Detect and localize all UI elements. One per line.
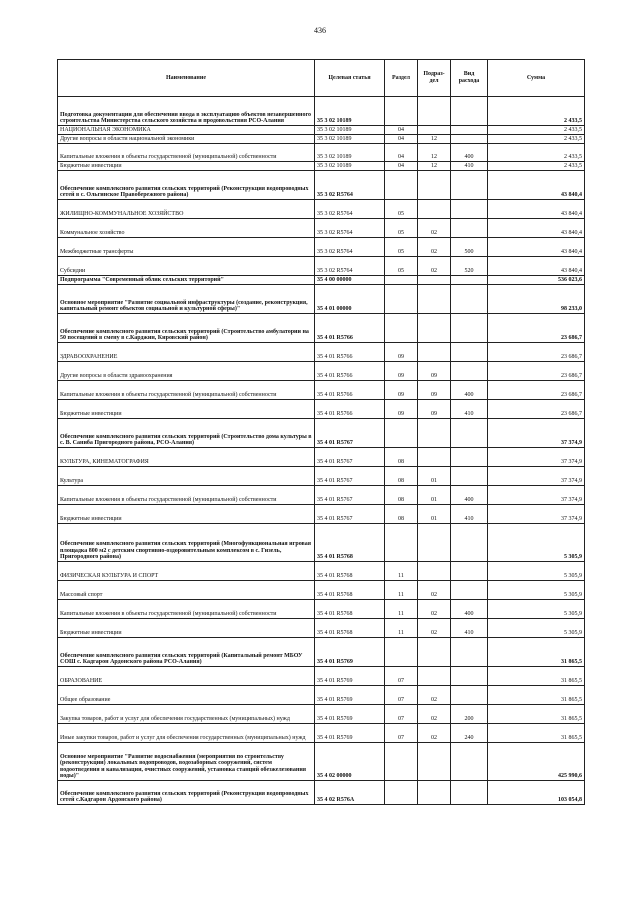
- cell-section: 05: [385, 200, 418, 219]
- table-row: [58, 419, 585, 448]
- cell-name: ЖИЛИЩНО-КОММУНАЛЬНОЕ ХОЗЯЙСТВО: [58, 200, 315, 219]
- cell-code: 35 4 01 R5769: [315, 705, 385, 724]
- cell-code: 35 3 02 R5764: [315, 200, 385, 219]
- cell-code: 35 4 01 R5766: [315, 343, 385, 362]
- cell-sum: 43 840,4: [488, 257, 585, 276]
- table-row: [58, 562, 585, 581]
- cell-type: [451, 667, 488, 686]
- table-row: [58, 743, 585, 781]
- cell-section: 05: [385, 219, 418, 238]
- cell-sum: 2 433,5: [488, 162, 585, 171]
- cell-code: 35 4 02 00000: [315, 743, 385, 781]
- table-row: [58, 257, 585, 276]
- cell-type: [451, 638, 488, 667]
- cell-sum: 43 840,4: [488, 219, 585, 238]
- cell-subsection: [418, 285, 451, 314]
- cell-type: 410: [451, 619, 488, 638]
- cell-name: Бюджетные инвестиции: [58, 505, 315, 524]
- table-row: [58, 162, 585, 171]
- cell-sum: 31 865,5: [488, 667, 585, 686]
- cell-subsection: 02: [418, 705, 451, 724]
- cell-name: ОБРАЗОВАНИЕ: [58, 667, 315, 686]
- cell-subsection: 02: [418, 238, 451, 257]
- cell-subsection: [418, 562, 451, 581]
- cell-section: 09: [385, 362, 418, 381]
- cell-name: НАЦИОНАЛЬНАЯ ЭКОНОМИКА: [58, 126, 315, 135]
- cell-subsection: [418, 97, 451, 126]
- table-row: [58, 467, 585, 486]
- cell-code: 35 3 02 R5764: [315, 171, 385, 200]
- cell-sum: 43 840,4: [488, 238, 585, 257]
- cell-code: 35 4 01 R5768: [315, 581, 385, 600]
- cell-subsection: [418, 314, 451, 343]
- cell-type: [451, 276, 488, 285]
- cell-sum: 5 305,9: [488, 562, 585, 581]
- cell-name: Бюджетные инвестиции: [58, 400, 315, 419]
- cell-section: [385, 638, 418, 667]
- cell-name: ФИЗИЧЕСКАЯ КУЛЬТУРА И СПОРТ: [58, 562, 315, 581]
- cell-code: 35 3 02 10189: [315, 135, 385, 144]
- cell-code: 35 3 02 10189: [315, 97, 385, 126]
- cell-code: 35 4 01 R5767: [315, 505, 385, 524]
- table-row: [58, 126, 585, 135]
- cell-name: Обеспечение комплексного развития сельских территорий (Строительство дома культуры в с. В. Саниба Пригородного района, РСО-Алания): [58, 419, 315, 448]
- cell-type: 400: [451, 381, 488, 400]
- cell-type: 240: [451, 724, 488, 743]
- cell-section: 04: [385, 162, 418, 171]
- table-header-row: [58, 60, 585, 97]
- cell-subsection: 12: [418, 144, 451, 162]
- cell-section: [385, 314, 418, 343]
- table-row: [58, 171, 585, 200]
- cell-section: [385, 419, 418, 448]
- cell-type: 400: [451, 486, 488, 505]
- cell-type: 410: [451, 162, 488, 171]
- cell-subsection: [418, 419, 451, 448]
- cell-section: 11: [385, 619, 418, 638]
- cell-code: 35 4 01 R5767: [315, 448, 385, 467]
- cell-code: 35 4 01 R5768: [315, 524, 385, 562]
- table-body: [58, 97, 585, 805]
- cell-sum: 43 840,4: [488, 171, 585, 200]
- cell-section: [385, 171, 418, 200]
- cell-name: Капитальные вложения в объекты государственной (муниципальной) собственности: [58, 144, 315, 162]
- table-row: [58, 638, 585, 667]
- cell-code: 35 3 02 R5764: [315, 238, 385, 257]
- cell-name: Капитальные вложения в объекты государственной (муниципальной) собственности: [58, 381, 315, 400]
- cell-section: 08: [385, 505, 418, 524]
- header-code: Целевая статья: [315, 60, 385, 97]
- cell-type: [451, 448, 488, 467]
- cell-name: Бюджетные инвестиции: [58, 162, 315, 171]
- cell-name: Иные закупки товаров, работ и услуг для обеспечения государственных (муниципальных) нужд: [58, 724, 315, 743]
- cell-type: [451, 562, 488, 581]
- budget-table: [57, 59, 585, 805]
- cell-subsection: [418, 126, 451, 135]
- table-row: [58, 362, 585, 381]
- table-row: [58, 667, 585, 686]
- cell-name: КУЛЬТУРА, КИНЕМАТОГРАФИЯ: [58, 448, 315, 467]
- cell-name: Закупка товаров, работ и услуг для обеспечения государственных (муниципальных) нужд: [58, 705, 315, 724]
- cell-type: 410: [451, 505, 488, 524]
- cell-type: [451, 362, 488, 381]
- cell-sum: 23 686,7: [488, 381, 585, 400]
- cell-type: [451, 314, 488, 343]
- cell-code: 35 4 01 R5768: [315, 619, 385, 638]
- table-row: [58, 600, 585, 619]
- cell-sum: 5 305,9: [488, 581, 585, 600]
- header-name: Наименование: [58, 60, 315, 97]
- cell-code: 35 4 00 00000: [315, 276, 385, 285]
- cell-subsection: [418, 200, 451, 219]
- cell-subsection: 01: [418, 486, 451, 505]
- cell-sum: 37 374,9: [488, 505, 585, 524]
- cell-sum: 31 865,5: [488, 705, 585, 724]
- header-section: Раздел: [385, 60, 418, 97]
- cell-name: Культура: [58, 467, 315, 486]
- cell-subsection: 01: [418, 467, 451, 486]
- table-row: [58, 724, 585, 743]
- cell-sum: 2 433,5: [488, 135, 585, 144]
- cell-subsection: 01: [418, 505, 451, 524]
- cell-sum: 103 054,8: [488, 781, 585, 805]
- cell-name: Субсидии: [58, 257, 315, 276]
- cell-code: 35 4 01 00000: [315, 285, 385, 314]
- cell-code: 35 3 02 10189: [315, 126, 385, 135]
- cell-section: [385, 781, 418, 805]
- cell-subsection: 02: [418, 619, 451, 638]
- cell-subsection: [418, 743, 451, 781]
- cell-subsection: [418, 343, 451, 362]
- cell-subsection: [418, 638, 451, 667]
- cell-sum: 5 305,9: [488, 600, 585, 619]
- cell-code: 35 4 01 R5766: [315, 314, 385, 343]
- header-type: Вид расхода: [451, 60, 488, 97]
- cell-type: [451, 467, 488, 486]
- cell-sum: 31 865,5: [488, 686, 585, 705]
- cell-name: Массовый спорт: [58, 581, 315, 600]
- table-row: [58, 686, 585, 705]
- cell-sum: 31 865,5: [488, 638, 585, 667]
- cell-type: [451, 419, 488, 448]
- table-row: [58, 781, 585, 805]
- cell-name: Межбюджетные трансферты: [58, 238, 315, 257]
- cell-section: 05: [385, 238, 418, 257]
- cell-code: 35 4 01 R5769: [315, 724, 385, 743]
- cell-section: [385, 524, 418, 562]
- cell-section: 09: [385, 343, 418, 362]
- cell-section: [385, 743, 418, 781]
- cell-name: Капитальные вложения в объекты государственной (муниципальной) собственности: [58, 600, 315, 619]
- table-row: [58, 200, 585, 219]
- cell-section: 11: [385, 600, 418, 619]
- cell-name: Подготовка документации для обеспечения ввода в эксплуатацию объектов незавершенного строительства Министерства сельского хозяйства и продовольствия РСО-Алания: [58, 97, 315, 126]
- cell-section: 04: [385, 135, 418, 144]
- cell-type: [451, 200, 488, 219]
- cell-subsection: 02: [418, 686, 451, 705]
- cell-section: 08: [385, 486, 418, 505]
- cell-sum: 536 023,6: [488, 276, 585, 285]
- cell-name: Обеспечение комплексного развития сельских территорий (Капитальный ремонт МБОУ СОШ с. Кадгарон Ардонского района РСО-Алания): [58, 638, 315, 667]
- table-row: [58, 314, 585, 343]
- table-row: [58, 524, 585, 562]
- cell-section: [385, 97, 418, 126]
- cell-section: 07: [385, 667, 418, 686]
- cell-subsection: 02: [418, 219, 451, 238]
- cell-name: Основное мероприятие "Развитие водоснабжения (мероприятия по строительству (реконструкции) локальных водопроводов, водозаборных сооружений, систем водоотведения и канализации, очистных сооружений, установка станций обезжелезования воды)": [58, 743, 315, 781]
- cell-code: 35 3 02 10189: [315, 162, 385, 171]
- cell-name: ЗДРАВООХРАНЕНИЕ: [58, 343, 315, 362]
- cell-sum: 2 433,5: [488, 126, 585, 135]
- cell-type: 400: [451, 600, 488, 619]
- cell-code: 35 4 01 R5768: [315, 562, 385, 581]
- cell-sum: 23 686,7: [488, 314, 585, 343]
- cell-sum: 43 840,4: [488, 200, 585, 219]
- cell-subsection: 09: [418, 400, 451, 419]
- table-row: [58, 448, 585, 467]
- cell-code: 35 4 01 R5768: [315, 600, 385, 619]
- cell-subsection: 02: [418, 724, 451, 743]
- cell-code: 35 4 01 R5766: [315, 400, 385, 419]
- cell-type: [451, 97, 488, 126]
- cell-sum: 23 686,7: [488, 343, 585, 362]
- cell-sum: 2 433,5: [488, 97, 585, 126]
- cell-sum: 37 374,9: [488, 467, 585, 486]
- cell-section: [385, 285, 418, 314]
- cell-section: 04: [385, 126, 418, 135]
- cell-name: Обеспечение комплексного развития сельских территорий (Многофункциональная игровая площадка 800 м2 с детским спортивно-оздоровительным комплексом в с. Гизель, Пригородного района): [58, 524, 315, 562]
- cell-name: Обеспечение комплексного развития сельских территорий (Реконструкция водопроводных сетей с.Кадгарон Ардонского района): [58, 781, 315, 805]
- cell-sum: 98 233,0: [488, 285, 585, 314]
- table-row: [58, 285, 585, 314]
- table-row: [58, 219, 585, 238]
- cell-type: 200: [451, 705, 488, 724]
- cell-type: [451, 781, 488, 805]
- table-row: [58, 135, 585, 144]
- cell-section: 11: [385, 581, 418, 600]
- cell-section: 07: [385, 724, 418, 743]
- table-row: [58, 381, 585, 400]
- cell-subsection: 02: [418, 581, 451, 600]
- cell-type: 520: [451, 257, 488, 276]
- cell-sum: 5 305,9: [488, 524, 585, 562]
- table-row: [58, 400, 585, 419]
- cell-type: [451, 135, 488, 144]
- cell-name: Подпрограмма "Современный облик сельских территорий": [58, 276, 315, 285]
- cell-section: 08: [385, 448, 418, 467]
- cell-section: 09: [385, 400, 418, 419]
- cell-code: 35 4 01 R5767: [315, 419, 385, 448]
- cell-name: Другие вопросы в области здравоохранения: [58, 362, 315, 381]
- page-number: 436: [314, 26, 326, 35]
- cell-section: 08: [385, 467, 418, 486]
- cell-code: 35 3 02 10189: [315, 144, 385, 162]
- table-row: [58, 144, 585, 162]
- table-row: [58, 276, 585, 285]
- table-row: [58, 619, 585, 638]
- cell-section: 11: [385, 562, 418, 581]
- cell-sum: 31 865,5: [488, 724, 585, 743]
- cell-type: [451, 126, 488, 135]
- cell-subsection: [418, 171, 451, 200]
- cell-code: 35 4 01 R5769: [315, 686, 385, 705]
- cell-sum: 37 374,9: [488, 486, 585, 505]
- header-sum: Сумма: [488, 60, 585, 97]
- cell-code: 35 4 01 R5766: [315, 381, 385, 400]
- cell-subsection: [418, 276, 451, 285]
- cell-section: 07: [385, 686, 418, 705]
- cell-type: 410: [451, 400, 488, 419]
- cell-code: 35 4 01 R5769: [315, 667, 385, 686]
- table-row: [58, 238, 585, 257]
- cell-code: 35 4 01 R5766: [315, 362, 385, 381]
- cell-subsection: 09: [418, 381, 451, 400]
- cell-sum: 37 374,9: [488, 419, 585, 448]
- cell-name: Коммунальное хозяйство: [58, 219, 315, 238]
- cell-name: Основное мероприятие "Развитие социальной инфраструктуры (создание, реконструкция, капитальный ремонт объектов социальной и культурной сферы)": [58, 285, 315, 314]
- cell-subsection: 09: [418, 362, 451, 381]
- cell-subsection: [418, 448, 451, 467]
- cell-subsection: 12: [418, 162, 451, 171]
- table-row: [58, 705, 585, 724]
- cell-subsection: [418, 667, 451, 686]
- cell-section: 09: [385, 381, 418, 400]
- cell-subsection: [418, 781, 451, 805]
- cell-section: [385, 276, 418, 285]
- cell-type: [451, 219, 488, 238]
- cell-subsection: 02: [418, 600, 451, 619]
- table-row: [58, 486, 585, 505]
- table-row: [58, 505, 585, 524]
- cell-type: [451, 285, 488, 314]
- cell-code: 35 4 01 R5767: [315, 467, 385, 486]
- cell-subsection: [418, 524, 451, 562]
- cell-name: Капитальные вложения в объекты государственной (муниципальной) собственности: [58, 486, 315, 505]
- cell-type: 500: [451, 238, 488, 257]
- cell-code: 35 4 02 R576A: [315, 781, 385, 805]
- cell-name: Общее образование: [58, 686, 315, 705]
- cell-section: 07: [385, 705, 418, 724]
- table-row: [58, 97, 585, 126]
- cell-name: Обеспечение комплексного развития сельских территорий (Строительство амбулатории на 50 посещений в смену в с.Карджин, Кировский район): [58, 314, 315, 343]
- cell-type: [451, 171, 488, 200]
- cell-sum: 23 686,7: [488, 400, 585, 419]
- table-row: [58, 343, 585, 362]
- cell-subsection: 12: [418, 135, 451, 144]
- cell-name: Обеспечение комплексного развития сельских территорий (Реконструкция водопроводных сетей в с. Ольгинское Правобережного района): [58, 171, 315, 200]
- cell-code: 35 3 02 R5764: [315, 257, 385, 276]
- cell-type: [451, 686, 488, 705]
- cell-type: 400: [451, 144, 488, 162]
- cell-name: Бюджетные инвестиции: [58, 619, 315, 638]
- table-row: [58, 581, 585, 600]
- cell-sum: 2 433,5: [488, 144, 585, 162]
- cell-section: 04: [385, 144, 418, 162]
- cell-code: 35 4 01 R5767: [315, 486, 385, 505]
- cell-name: Другие вопросы в области национальной экономики: [58, 135, 315, 144]
- cell-sum: 37 374,9: [488, 448, 585, 467]
- cell-subsection: 02: [418, 257, 451, 276]
- cell-code: 35 4 01 R5769: [315, 638, 385, 667]
- cell-type: [451, 524, 488, 562]
- cell-section: 05: [385, 257, 418, 276]
- cell-sum: 23 686,7: [488, 362, 585, 381]
- cell-type: [451, 343, 488, 362]
- cell-code: 35 3 02 R5764: [315, 219, 385, 238]
- cell-sum: 5 305,9: [488, 619, 585, 638]
- cell-sum: 425 990,6: [488, 743, 585, 781]
- header-subsection: Подраз-дел: [418, 60, 451, 97]
- cell-type: [451, 743, 488, 781]
- cell-type: [451, 581, 488, 600]
